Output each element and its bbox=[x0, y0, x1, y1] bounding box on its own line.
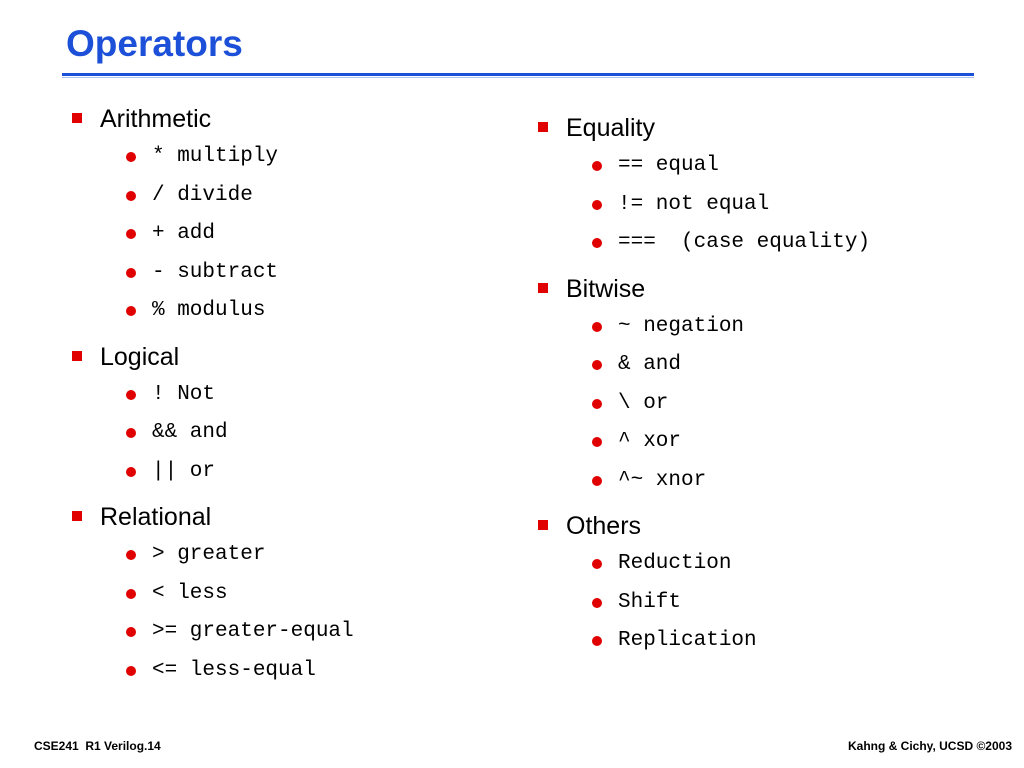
list-item: > greater bbox=[70, 536, 354, 575]
list-item: || or bbox=[70, 453, 354, 492]
list-item: ~ negation bbox=[536, 308, 870, 347]
square-bullet-icon bbox=[538, 122, 548, 132]
round-bullet-icon bbox=[592, 360, 602, 370]
round-bullet-icon bbox=[126, 428, 136, 438]
square-bullet-icon bbox=[538, 283, 548, 293]
right-column bbox=[536, 111, 870, 670]
round-bullet-icon bbox=[592, 437, 602, 447]
heading-text: Relational bbox=[100, 503, 212, 531]
section-heading bbox=[70, 340, 354, 374]
list-item: ^~ xnor bbox=[536, 462, 870, 501]
title-underline-shadow bbox=[62, 77, 974, 78]
heading-text: Equality bbox=[566, 114, 655, 142]
section-heading bbox=[70, 102, 354, 136]
list-item: Replication bbox=[536, 622, 870, 661]
round-bullet-icon bbox=[126, 306, 136, 316]
round-bullet-icon bbox=[592, 476, 602, 486]
list-item: && and bbox=[70, 414, 354, 453]
round-bullet-icon bbox=[126, 390, 136, 400]
section-arithmetic bbox=[70, 102, 354, 331]
round-bullet-icon bbox=[592, 598, 602, 608]
title-underline bbox=[62, 73, 974, 76]
list-item: ^ xor bbox=[536, 423, 870, 462]
section-bitwise bbox=[536, 272, 870, 501]
round-bullet-icon bbox=[126, 467, 136, 477]
list-item: == equal bbox=[536, 147, 870, 186]
left-column bbox=[70, 102, 354, 699]
round-bullet-icon bbox=[592, 636, 602, 646]
footer-copyright: Kahng & Cichy, UCSD ©2003 bbox=[848, 739, 1012, 753]
list-item: \ or bbox=[536, 385, 870, 424]
section-others bbox=[536, 509, 870, 661]
round-bullet-icon bbox=[592, 200, 602, 210]
heading-text: Arithmetic bbox=[100, 105, 212, 133]
round-bullet-icon bbox=[592, 238, 602, 248]
round-bullet-icon bbox=[126, 627, 136, 637]
list-item: % modulus bbox=[70, 292, 354, 331]
list-item: != not equal bbox=[536, 186, 870, 225]
list-item: >= greater-equal bbox=[70, 613, 354, 652]
section-equality bbox=[536, 111, 870, 263]
section-logical bbox=[70, 340, 354, 492]
round-bullet-icon bbox=[592, 161, 602, 171]
section-heading bbox=[70, 500, 354, 534]
list-item: ! Not bbox=[70, 376, 354, 415]
list-item: === (case equality) bbox=[536, 224, 870, 263]
list-item: & and bbox=[536, 346, 870, 385]
round-bullet-icon bbox=[592, 559, 602, 569]
round-bullet-icon bbox=[126, 666, 136, 676]
list-item: Reduction bbox=[536, 545, 870, 584]
section-relational bbox=[70, 500, 354, 690]
list-item: < less bbox=[70, 575, 354, 614]
list-item: <= less-equal bbox=[70, 652, 354, 691]
round-bullet-icon bbox=[126, 550, 136, 560]
list-item: / divide bbox=[70, 177, 354, 216]
footer-course-label: CSE241 R1 Verilog.14 bbox=[34, 739, 161, 753]
round-bullet-icon bbox=[592, 399, 602, 409]
round-bullet-icon bbox=[126, 191, 136, 201]
heading-text: Others bbox=[566, 512, 642, 540]
section-heading bbox=[536, 272, 870, 306]
heading-text: Bitwise bbox=[566, 274, 646, 303]
square-bullet-icon bbox=[72, 511, 82, 521]
list-item: + add bbox=[70, 215, 354, 254]
round-bullet-icon bbox=[126, 589, 136, 599]
round-bullet-icon bbox=[592, 322, 602, 332]
list-item: Shift bbox=[536, 584, 870, 623]
square-bullet-icon bbox=[538, 520, 548, 530]
slide-title: Operators bbox=[66, 23, 243, 64]
square-bullet-icon bbox=[72, 113, 82, 123]
list-item: - subtract bbox=[70, 254, 354, 293]
round-bullet-icon bbox=[126, 229, 136, 239]
round-bullet-icon bbox=[126, 152, 136, 162]
round-bullet-icon bbox=[126, 268, 136, 278]
square-bullet-icon bbox=[72, 351, 82, 361]
section-heading bbox=[536, 111, 870, 145]
section-heading bbox=[536, 509, 870, 543]
list-item: * multiply bbox=[70, 138, 354, 177]
heading-text: Logical bbox=[100, 342, 180, 371]
